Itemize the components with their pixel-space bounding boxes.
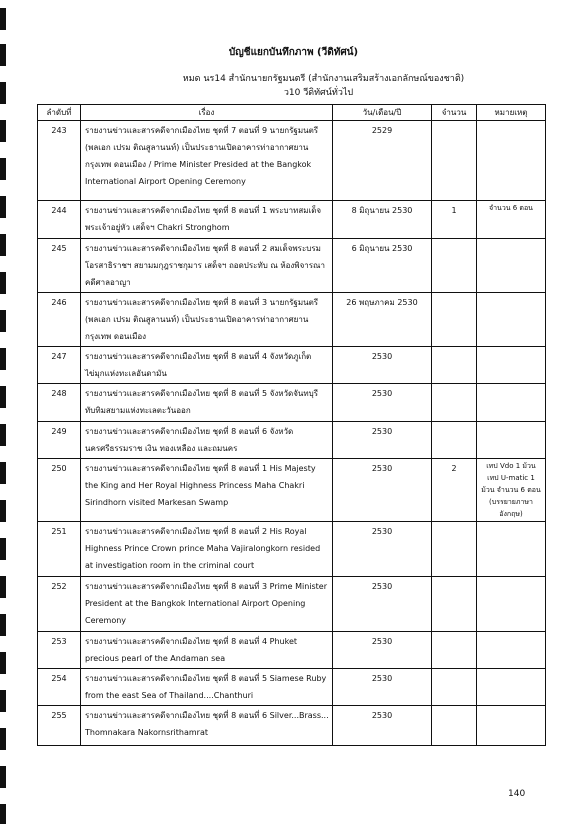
row-subject: รายงานข่าวและสารคดีจากเมืองไทย ชุดที่ 8 ตอนที่ 5 Siamese Ruby from the east Sea of Thailand....Chanthuri: [81, 669, 333, 706]
binder-hole-mark: [0, 234, 6, 256]
table-row: [38, 347, 546, 384]
row-subject: รายงานข่าวและสารคดีจากเมืองไทย ชุดที่ 8 ตอนที่ 2 His Royal Highness Prince Crown prince Maha Vajiralongkorn resided at investigation room in the criminal court: [81, 522, 333, 577]
row-note: [477, 706, 546, 746]
table-row: [38, 669, 546, 706]
binder-hole-mark: [0, 728, 6, 750]
binder-hole-mark: [0, 424, 6, 446]
row-date: 6 มิถุนายน 2530: [333, 239, 432, 293]
column-header-note: หมายเหตุ: [477, 105, 546, 121]
row-number: 249: [38, 422, 81, 459]
table-row: [38, 422, 546, 459]
row-amount: 2: [432, 459, 477, 522]
column-header-number: ลำดับที่: [38, 105, 81, 121]
row-number: 255: [38, 706, 81, 746]
row-date: 2530: [333, 522, 432, 577]
row-note: [477, 422, 546, 459]
binder-hole-mark: [0, 766, 6, 788]
row-note: [477, 293, 546, 347]
row-amount: [432, 239, 477, 293]
row-note: จำนวน 6 ตอน: [477, 201, 546, 239]
row-number: 253: [38, 632, 81, 669]
row-number: 248: [38, 384, 81, 422]
binder-hole-mark: [0, 348, 6, 370]
row-date: 2530: [333, 632, 432, 669]
binder-hole-mark: [0, 82, 6, 104]
binder-hole-mark: [0, 500, 6, 522]
table-row: [38, 706, 546, 746]
row-date: 2529: [333, 121, 432, 201]
row-number: 254: [38, 669, 81, 706]
binder-hole-mark: [0, 462, 6, 484]
row-subject: รายงานข่าวและสารคดีจากเมืองไทย ชุดที่ 8 ตอนที่ 4 จังหวัดภูเก็ต ไข่มุกแห่งทะเลอันดามัน: [81, 347, 333, 384]
binder-hole-mark: [0, 652, 6, 674]
table-row: [38, 239, 546, 293]
column-header-subject: เรื่อง: [81, 105, 333, 121]
row-date: 2530: [333, 706, 432, 746]
row-date: 26 พฤษภาคม 2530: [333, 293, 432, 347]
row-subject: รายงานข่าวและสารคดีจากเมืองไทย ชุดที่ 8 ตอนที่ 3 Prime Minister President at the Bangkok International Airport Opening Ceremony: [81, 577, 333, 632]
row-number: 246: [38, 293, 81, 347]
row-date: 2530: [333, 422, 432, 459]
row-amount: [432, 706, 477, 746]
row-note: [477, 669, 546, 706]
row-note: [477, 121, 546, 201]
binder-hole-mark: [0, 8, 6, 30]
table-row: [38, 459, 546, 522]
binder-hole-mark: [0, 538, 6, 560]
row-date: 2530: [333, 577, 432, 632]
row-number: 244: [38, 201, 81, 239]
binder-hole-mark: [0, 120, 6, 142]
row-date: 8 มิถุนายน 2530: [333, 201, 432, 239]
table-row: [38, 577, 546, 632]
row-subject: รายงานข่าวและสารคดีจากเมืองไทย ชุดที่ 8 ตอนที่ 2 สมเด็จพระบรมโอรสาธิราชฯ สยามมกุฎราชกุมาร เสด็จฯ ถอดประทับ ณ ห้องพิจารณาคดีศาลอาญา: [81, 239, 333, 293]
row-amount: [432, 384, 477, 422]
row-note: [477, 347, 546, 384]
binder-hole-mark: [0, 196, 6, 218]
row-note: [477, 384, 546, 422]
table-row: [38, 522, 546, 577]
column-header-date: วัน/เดือน/ปี: [333, 105, 432, 121]
row-number: 251: [38, 522, 81, 577]
row-subject: รายงานข่าวและสารคดีจากเมืองไทย ชุดที่ 8 ตอนที่ 1 His Majesty the King and Her Royal Highness Princess Maha Chakri Sirindhorn visited Markesan Swamp: [81, 459, 333, 522]
table-row: [38, 201, 546, 239]
document-title: บัญชีแยกบันทึกภาพ (วีดิทัศน์): [228, 47, 359, 58]
table-row: [38, 632, 546, 669]
row-amount: [432, 577, 477, 632]
row-date: 2530: [333, 459, 432, 522]
table-header-row: [38, 105, 546, 121]
row-subject: รายงานข่าวและสารคดีจากเมืองไทย ชุดที่ 8 ตอนที่ 1 พระบาทสมเด็จพระเจ้าอยู่หัว เสด็จฯ Chakri Stronghom: [81, 201, 333, 239]
row-note: เทป Vdo 1 ม้วน เทป U-matic 1 ม้วน จำนวน 6 ตอน (บรรยายภาษาอังกฤษ): [477, 459, 546, 522]
row-number: 243: [38, 121, 81, 201]
row-date: 2530: [333, 669, 432, 706]
binder-hole-mark: [0, 310, 6, 332]
row-amount: [432, 347, 477, 384]
row-amount: [432, 121, 477, 201]
row-subject: รายงานข่าวและสารคดีจากเมืองไทย ชุดที่ 7 ตอนที่ 9 นายกรัฐมนตรี (พลเอก เปรม ติณสูลานนท์) เป็นประธานเปิดอาคารท่าอากาศยานกรุงเทพ ดอนเมือง / Prime Minister Presided at the Bangkok International Airport Opening Ceremony: [81, 121, 333, 201]
table-row: [38, 293, 546, 347]
binder-hole-mark: [0, 158, 6, 180]
row-subject: รายงานข่าวและสารคดีจากเมืองไทย ชุดที่ 8 ตอนที่ 6 Silver...Brass... Thomnakara Nakornsrithamrat: [81, 706, 333, 746]
binder-hole-mark: [0, 804, 6, 824]
row-number: 250: [38, 459, 81, 522]
binder-hole-mark: [0, 614, 6, 636]
row-date: 2530: [333, 384, 432, 422]
row-subject: รายงานข่าวและสารคดีจากเมืองไทย ชุดที่ 8 ตอนที่ 4 Phuket precious pearl of the Andaman sea: [81, 632, 333, 669]
page-number: 140: [508, 789, 526, 799]
column-header-amount: จำนวน: [432, 105, 477, 121]
binder-hole-mark: [0, 576, 6, 598]
table-row: [38, 121, 546, 201]
row-amount: [432, 632, 477, 669]
row-date: 2530: [333, 347, 432, 384]
row-amount: [432, 522, 477, 577]
binder-hole-mark: [0, 690, 6, 712]
category-line: ว10 วีดิทัศน์ทั่วไป: [283, 88, 354, 98]
row-note: [477, 522, 546, 577]
row-number: 247: [38, 347, 81, 384]
row-number: 252: [38, 577, 81, 632]
row-amount: [432, 422, 477, 459]
binder-hole-mark: [0, 386, 6, 408]
row-number: 245: [38, 239, 81, 293]
row-amount: 1: [432, 201, 477, 239]
row-amount: [432, 293, 477, 347]
row-subject: รายงานข่าวและสารคดีจากเมืองไทย ชุดที่ 8 ตอนที่ 5 จังหวัดจันทบุรี ทับทิมสยามแห่งทะเลตะวันออก: [81, 384, 333, 422]
agency-line: หมด นร14 สำนักนายกรัฐมนตรี (สำนักงานเสริมสร้างเอกลักษณ์ของชาติ): [182, 74, 465, 84]
row-note: [477, 577, 546, 632]
table-row: [38, 384, 546, 422]
row-note: [477, 632, 546, 669]
row-subject: รายงานข่าวและสารคดีจากเมืองไทย ชุดที่ 8 ตอนที่ 6 จังหวัดนครศรีธรรมราช เงิน ทองเหลือง และถมนคร: [81, 422, 333, 459]
row-note: [477, 239, 546, 293]
row-amount: [432, 669, 477, 706]
records-table: [37, 104, 546, 746]
binder-hole-mark: [0, 272, 6, 294]
row-subject: รายงานข่าวและสารคดีจากเมืองไทย ชุดที่ 8 ตอนที่ 3 นายกรัฐมนตรี (พลเอก เปรม ติณสูลานนท์) เป็นประธานเปิดอาคารท่าอากาศยานกรุงเทพ ดอนเมือง: [81, 293, 333, 347]
